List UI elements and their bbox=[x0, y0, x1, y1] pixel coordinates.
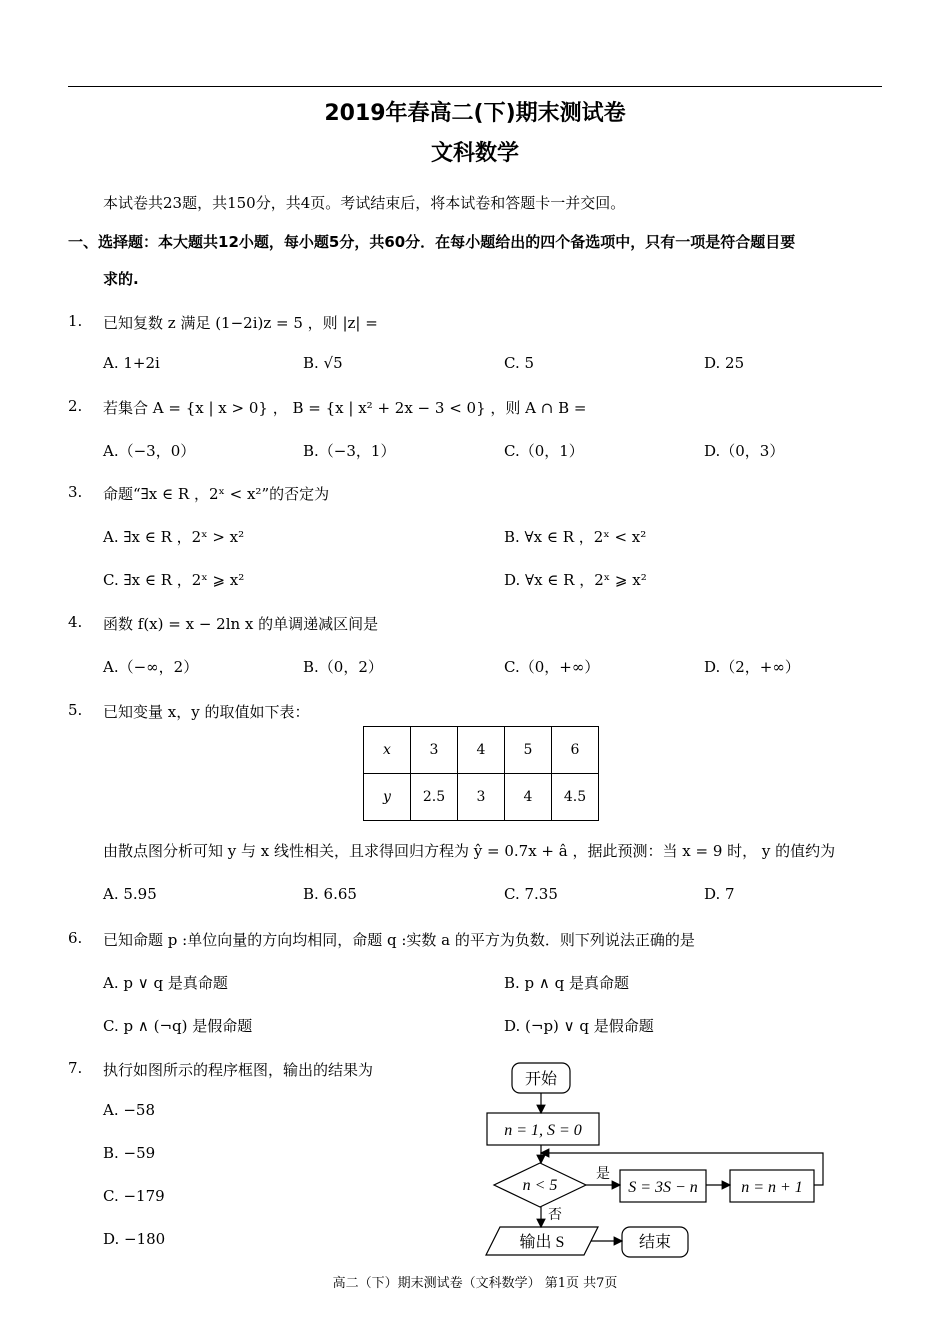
option: C. p ∧ (¬q) 是假命题 bbox=[103, 1017, 253, 1035]
flowchart-yes-label: 是 bbox=[596, 1167, 610, 1182]
option: B. √5 bbox=[303, 354, 343, 372]
option: D. 7 bbox=[704, 885, 735, 903]
question-stem: 已知命题 p :单位向量的方向均相同，命题 q :实数 a 的平方为负数．则下列说法正确的是 bbox=[103, 931, 695, 949]
option: C. 7.35 bbox=[504, 885, 558, 903]
question-number: 4. bbox=[68, 613, 83, 631]
exam-subtitle: 文科数学 bbox=[430, 141, 519, 166]
option: D. (¬p) ∨ q 是假命题 bbox=[504, 1017, 654, 1035]
flowchart-init-label: n = 1, S = 0 bbox=[504, 1122, 582, 1139]
option: B. ∀x ∈ R ，2ˣ < x² bbox=[504, 528, 647, 546]
option: D. ∀x ∈ R ，2ˣ ⩾ x² bbox=[504, 571, 647, 589]
intro-text: 本试卷共23题，共150分，共4页。考试结束后，将本试卷和答题卡一并交回。 bbox=[103, 194, 626, 212]
table-cell: 4 bbox=[505, 774, 552, 821]
option: A. 1+2i bbox=[103, 354, 160, 372]
option: D. −180 bbox=[103, 1230, 166, 1248]
top-rule bbox=[68, 86, 882, 87]
option: D.（2，+∞） bbox=[704, 658, 800, 676]
exam-title: 2019年春高二(下)期末测试卷 bbox=[324, 101, 626, 126]
option: D.（0，3） bbox=[704, 442, 785, 460]
table-header-x: x bbox=[364, 727, 411, 774]
flowchart-no-label: 否 bbox=[548, 1208, 562, 1223]
table-row bbox=[364, 727, 599, 774]
question-number: 5. bbox=[68, 701, 83, 719]
option: B. 6.65 bbox=[303, 885, 357, 903]
section-heading-cont: 求的. bbox=[103, 270, 139, 288]
data-table bbox=[363, 726, 599, 821]
option: B.（0，2） bbox=[303, 658, 383, 676]
option: A.（−3，0） bbox=[103, 442, 196, 460]
option: B. −59 bbox=[103, 1144, 156, 1162]
question-number: 2. bbox=[68, 397, 83, 415]
option: A.（−∞，2） bbox=[103, 658, 199, 676]
option: C. ∃x ∈ R ，2ˣ ⩾ x² bbox=[103, 571, 245, 589]
option: C. 5 bbox=[504, 354, 535, 372]
table-header-y: y bbox=[364, 774, 411, 821]
question-stem: 命题“∃x ∈ R ，2ˣ < x²”的否定为 bbox=[103, 485, 330, 503]
table-cell: 3 bbox=[458, 774, 505, 821]
table-cell: 5 bbox=[505, 727, 552, 774]
table-cell: 3 bbox=[411, 727, 458, 774]
question-number: 7. bbox=[68, 1059, 83, 1077]
question-stem: 执行如图所示的程序框图，输出的结果为 bbox=[103, 1061, 374, 1079]
flowchart bbox=[470, 1055, 840, 1265]
flowchart-condition-label: n < 5 bbox=[522, 1177, 558, 1194]
question-number: 1. bbox=[68, 312, 83, 330]
option: B.（−3，1） bbox=[303, 442, 396, 460]
table-row bbox=[364, 774, 599, 821]
question-stem: 已知变量 x，y 的取值如下表： bbox=[103, 703, 310, 721]
option: D. 25 bbox=[704, 354, 745, 372]
table-cell: 2.5 bbox=[411, 774, 458, 821]
flowchart-update-s-label: S = 3S − n bbox=[628, 1179, 698, 1196]
flowchart-end-label: 结束 bbox=[638, 1234, 672, 1251]
option: A. −58 bbox=[103, 1101, 156, 1119]
option: A. 5.95 bbox=[103, 885, 157, 903]
question-stem: 若集合 A = {x | x > 0} ， B = {x | x² + 2x − 3 < 0} ，则 A ∩ B = bbox=[103, 399, 587, 417]
option: A. ∃x ∈ R ，2ˣ > x² bbox=[103, 528, 245, 546]
option: C. −179 bbox=[103, 1187, 165, 1205]
question-stem: 函数 f(x) = x − 2ln x 的单调递减区间是 bbox=[103, 615, 379, 633]
table-cell: 4 bbox=[458, 727, 505, 774]
question-stem: 已知复数 z 满足 (1−2i)z = 5 ，则 |z| = bbox=[103, 314, 378, 332]
flowchart-output-label: 输出 S bbox=[519, 1234, 565, 1251]
table-cell: 6 bbox=[552, 727, 599, 774]
flowchart-start-label: 开始 bbox=[524, 1071, 558, 1088]
flowchart-update-n-label: n = n + 1 bbox=[741, 1179, 803, 1196]
option: C.（0，1） bbox=[504, 442, 584, 460]
option: C.（0，+∞） bbox=[504, 658, 600, 676]
question-number: 6. bbox=[68, 929, 83, 947]
question-continuation: 由散点图分析可知 y 与 x 线性相关，且求得回归方程为 ŷ = 0.7x + â ，据此预测：当 x = 9 时， y 的值约为 bbox=[103, 842, 836, 860]
section-heading: 一、选择题：本大题共12小题，每小题5分，共60分．在每小题给出的四个备选项中，只有一项是符合题目要 bbox=[68, 233, 796, 251]
page-footer: 高二（下）期末测试卷（文科数学） 第1页 共7页 bbox=[332, 1276, 618, 1291]
table-cell: 4.5 bbox=[552, 774, 599, 821]
option: B. p ∧ q 是真命题 bbox=[504, 974, 630, 992]
option: A. p ∨ q 是真命题 bbox=[103, 974, 228, 992]
question-number: 3. bbox=[68, 483, 83, 501]
